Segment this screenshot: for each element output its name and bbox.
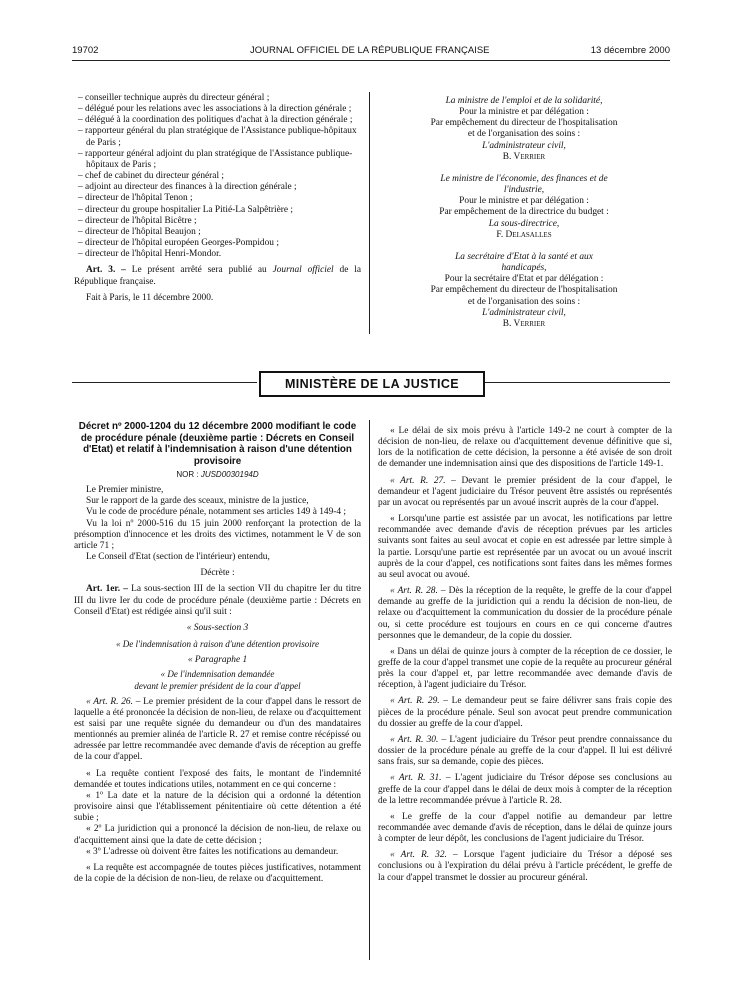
point-3: « 3º L'adresse où doivent être faites les notifications au demandeur.: [86, 846, 339, 857]
list-item: – directeur de l'hôpital Henri-Mondor.: [78, 249, 222, 260]
paragraphe-title-2: devant le premier président de la cour d'appel: [134, 680, 301, 691]
minister-title: La secrétaire d'Etat à la santé et aux handicapés,: [455, 251, 593, 274]
banner-rule-left: [72, 382, 257, 383]
list-item: – chef de cabinet du directeur général ;: [78, 171, 225, 182]
list-item: – directeur du groupe hospitalier La Pitié-La Salpêtrière ;: [78, 204, 294, 215]
delegation-line: et de l'organisation des soins :: [467, 129, 581, 140]
header-rule: [72, 60, 670, 61]
article-1: Art. 1er. – La sous-section III de la section VII du chapitre Ier du titre III du livre Ier du code de procédure pénale (deuxième partie : Décrets en Conseil d'Etat) est rédigée ainsi qu'il suit :: [74, 584, 362, 617]
minister-title: La ministre de l'emploi et de la solidarité,: [445, 96, 603, 106]
point-1: « 1º La date et la nature de la décision qui a ordonné la détention provisoire ainsi que l'établissement pénitentiaire où cette détention a été subie ;: [74, 790, 361, 824]
delegation-line: et de l'organisation des soins :: [467, 296, 581, 307]
fait-a-paris: Fait à Paris, le 11 décembre 2000.: [86, 292, 214, 303]
paragraphe-title-1: « De l'indemnisation demandée: [160, 669, 275, 680]
list-item: – adjoint au directeur des finances à la direction générale ;: [78, 182, 297, 193]
signature-column: [377, 96, 671, 341]
paragraphe: « Paragraphe 1: [187, 655, 248, 666]
decree-title: Décret nº 2000-1204 du 12 décembre 2000 modifiant le code de procédure pénale (deuxième partie : Décrets en Conseil d'Etat) et relatif à l'indemnisation à raison d'une détention provisoire: [78, 421, 357, 467]
list-item: – délégué à la coordination des politiques d'achat à la direction générale ;: [78, 115, 353, 126]
list-item: – directeur de l'hôpital Beaujon ;: [78, 226, 201, 237]
issue-date: 13 décembre 2000: [590, 45, 670, 56]
minister-title: Le ministre de l'économie, des finances et de l'industrie,: [440, 173, 608, 196]
signatory-role: L'administrateur civil,: [482, 307, 566, 318]
signatory-name: B. Verrier: [502, 318, 546, 329]
vu-loi: Vu la loi nº 2000-516 du 15 juin 2000 renforçant la protection de la présomption d'innocence et les droits des victimes, notamment le V de son article 71 ;: [74, 518, 361, 551]
nor-reference: NOR : JUSD0030194D: [176, 470, 259, 479]
page-number: 19702: [72, 45, 99, 56]
list-item: – délégué pour les relations avec les associations à la direction générale ;: [78, 104, 352, 115]
rapport-line: Sur le rapport de la garde des sceaux, ministre de la justice,: [86, 496, 309, 507]
list-item: – conseiller technique auprès du directeur général ;: [78, 93, 270, 103]
delegation-line: Pour le ministre et par délégation :: [459, 196, 589, 207]
list-item: – rapporteur général adjoint du plan stratégique de l'Assistance publique-hôpitaux de Paris ;: [78, 148, 353, 170]
article-r30: « Art. R. 30. – L'agent judiciaire du Trésor peut prendre connaissance du dossier de la procédure pénale au greffe de la cour d'appel. Il lui est délivré sans frais, sur sa demande, copie des pièces.: [378, 734, 673, 768]
article-r27: « Art. R. 27. – Devant le premier président de la cour d'appel, le demandeur et l'agent judiciaire du Trésor peuvent être assistés ou représentés par un avocat ou représentés par un avoué inscrit auprès de la cour d'appel.: [378, 475, 672, 508]
list-item: – directeur de l'hôpital Tenon ;: [78, 193, 193, 204]
decree-left-column: [74, 421, 361, 885]
delegation-line: Par empêchement du directeur de l'hospitalisation: [430, 118, 618, 129]
greffe-notifie: « Le greffe de la cour d'appel notifie au demandeur par lettre recommandée avec demande d'avis de réception, dans le délai de quinze jours à compter de leur dépôt, les conclusions de l'agent judiciaire du Trésor.: [378, 811, 672, 845]
delegation-line: Pour la secrétaire d'Etat et par délégation :: [444, 274, 604, 285]
signature-block: [377, 252, 671, 330]
delegation-line: Par empêchement de la directrice du budget :: [439, 207, 609, 218]
column-divider-top: [369, 92, 370, 334]
requete-contenu: « La requête contient l'exposé des faits, le montant de l'indemnité demandée et toutes indications utiles, notamment en ce qui concerne :: [74, 768, 361, 790]
top-left-column: [74, 93, 361, 304]
signatory-name: F. Delasalles: [496, 229, 552, 240]
article-r28: « Art. R. 28. – Dès la réception de la requête, le greffe de la cour d'appel demande au greffe de la juridiction qui a rendu la décision de non-lieu, de relaxe ou d'acquittement la communication du dossier de la procédure pénale ou, si cette procédure est toujours en cours en ce qui concerne d'autres personnes que le demandeur, de la copie du dossier.: [378, 586, 672, 641]
decree-right-column: [378, 426, 672, 884]
vu-code: Vu le code de procédure pénale, notamment ses articles 149 à 149-4 ;: [86, 507, 347, 518]
article-r29: « Art. R. 29. – Le demandeur peut se faire délivrer sans frais copie des pièces de la procédure pénale. Seul son avocat peut prendre communication du dossier au greffe de la cour d'appel.: [378, 696, 672, 729]
delai-quinze-jours: « Dans un délai de quinze jours à compter de la réception de ce dossier, le greffe de la cour d'appel transmet une copie de la requête au procureur général près la cour d'appel et, par lettre recommandée avec demande d'avis de réception, à l'agent judiciaire du Trésor.: [378, 646, 672, 691]
article-r31: « Art. R. 31. – L'agent judiciaire du Trésor dépose ses conclusions au greffe de la cour d'appel dans le délai de deux mois à compter de la réception de la lettre recommandée prévue à l'article R. 28.: [378, 773, 672, 806]
delegation-line: Par empêchement du directeur de l'hospitalisation: [430, 285, 618, 296]
conseil-etat: Le Conseil d'Etat (section de l'intérieur) entendu,: [86, 552, 270, 563]
sous-section: « Sous-section 3: [186, 622, 249, 633]
signature-block: [377, 174, 671, 241]
journal-title: JOURNAL OFFICIEL DE LA RÉPUBLIQUE FRANÇAISE: [250, 45, 490, 56]
article-r26: « Art. R. 26. – Le premier président de la cour d'appel dans le ressort de laquelle a été prononcée la décision de non-lieu, de relaxe ou d'acquittement est saisi par une requête signée du demandeur ou d'un des mandataires mentionnés au premier alinéa de l'article R. 27 et remise contre récépissé ou adressée par lettre recommandée avec demande d'avis de réception au greffe de la cour d'appel.: [74, 696, 361, 763]
premier-ministre: Le Premier ministre,: [86, 485, 164, 496]
decrete: Décrète :: [200, 568, 235, 579]
signatory-role: La sous-directrice,: [488, 218, 560, 229]
list-item: – rapporteur général du plan stratégique de l'Assistance publique-hôpitaux de Paris ;: [78, 126, 357, 148]
list-item: – directeur de l'hôpital européen Georges-Pompidou ;: [78, 238, 279, 249]
delegation-line: Pour la ministre et par délégation :: [459, 107, 589, 118]
signatory-name: B. Verrier: [502, 151, 546, 162]
column-divider-bottom: [369, 420, 370, 960]
avocat-notifications: « Lorsqu'une partie est assistée par un avocat, les notifications par lettre recommandée avec demande d'avis de réception prévues par les articles suivants sont faites au seul avocat et copie en est adressée par lettre simple à la partie. Lorsqu'une partie est représentée par un avocat ou un avoué inscrit auprès de la cour d'appel, ces notifications sont faites dans les mêmes formes au seul avocat ou avoué.: [378, 514, 672, 580]
ministry-banner: MINISTÈRE DE LA JUSTICE: [259, 371, 485, 397]
requete-pieces: « La requête est accompagnée de toutes pièces justificatives, notamment de la copie de la décision de non-lieu, de relaxe ou d'acquittement.: [74, 862, 361, 884]
signatory-role: L'administrateur civil,: [482, 140, 566, 151]
signature-block: [377, 96, 671, 163]
point-2: « 2º La juridiction qui a prononcé la décision de non-lieu, de relaxe ou d'acquittement ainsi que la date de cette décision ;: [74, 824, 361, 846]
list-item: – directeur de l'hôpital Bicêtre ;: [78, 215, 197, 226]
article-r32: « Art. R. 32. – Lorsque l'agent judiciaire du Trésor a déposé ses conclusions ou à l'expiration du délai prévu à l'article précédent, le greffe de la cour d'appel transmet le dossier au procureur général.: [378, 850, 672, 883]
page-header: [72, 45, 670, 61]
sous-section-title: « De l'indemnisation à raison d'une détention provisoire: [116, 639, 319, 650]
delai-six-mois: « Le délai de six mois prévu à l'article 149-2 ne court à compter de la décision de non-lieu, de relaxe ou d'acquittement devenue définitive que si, lors de la notification de cette décision, la personne a été avisée de son droit de demander une indemnisation ainsi que des dispositions de l'article 149-1.: [378, 426, 672, 470]
article-3: Art. 3. – Le présent arrêté sera publié au Journal officiel de la République française.: [74, 265, 361, 287]
banner-rule-right: [485, 382, 670, 383]
